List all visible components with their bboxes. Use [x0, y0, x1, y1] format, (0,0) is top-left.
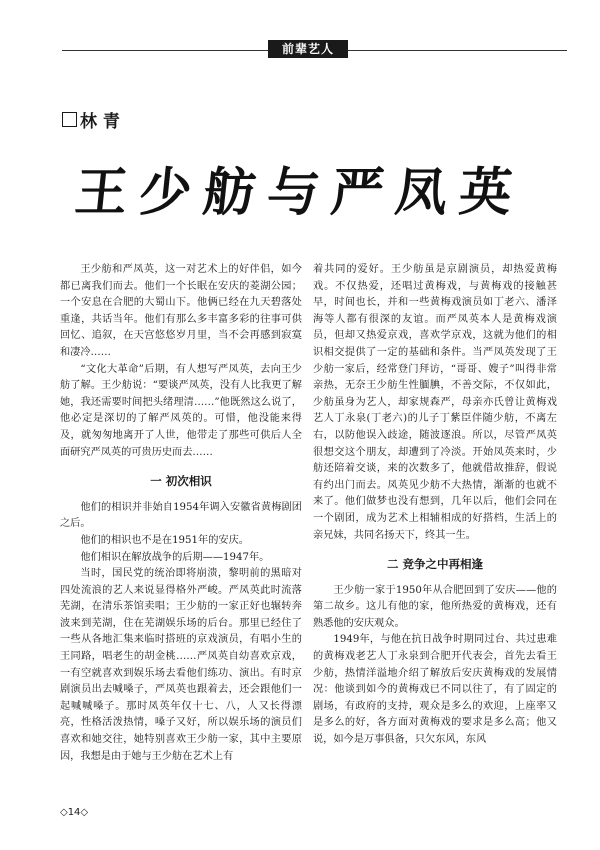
paragraph: 着共同的爱好。王少舫虽是京剧演员，却热爱黄梅戏。不仅热爱，还唱过黄梅戏，与黄梅戏的接触甚早，时间也长，并和一些黄梅戏演员如丁老六、潘泽海等人都有很深的友谊。而严凤英本人是黄梅戏演员，但却又热爱京戏，喜欢学京戏，这就为他们的相识相交提供了一定的基础和条件。当严凤英发现了王少舫一家后，经常登门拜访，“哥哥、嫂子”叫得非常亲热，无奈王少舫生性腼腆，不善交际，不仅如此，少舫虽身为艺人，却家规森严，母亲亦氏曾让黄梅戏艺人丁永泉(丁老六)的儿子丁紫臣伴随少舫，不离左右，以防他误入歧途，随波逐浪。所以，尽管严凤英很想交这个朋友，却遭到了冷淡。开始凤英来时，少舫还陪着交谈，来的次数多了，他就借故推辞，假说有约出门而去。凤英见少舫不大热情，渐渐的也就不来了。他们做梦也没有想到，几年以后，他们会同在一个剧团，成为艺术上相辅相成的好搭档，生活上的亲兄妹，共同名扬天下，终其一生。 — [313, 264, 557, 541]
article-title: 王少舫与严凤英 — [72, 163, 527, 223]
author-name: 林 青 — [80, 112, 120, 132]
section-heading: 一 初次相识 — [150, 474, 212, 489]
paragraph: 王少舫一家于1950年从合肥回到了安庆——他的第二故乡。这儿有他的家，他所热爱的黄梅戏，还有熟悉他的安庆观众。 — [313, 584, 557, 629]
column-tag: 前辈艺人 — [268, 40, 348, 58]
paragraph: 王少舫和严凤英，这一对艺术上的好伴侣，如今都已离我们而去。他们一个长眠在安庆的菱湖公园；一个安息在合肥的大蜀山下。他俩已经在九天碧落处重逢，共话当年。他们有那么多丰富多彩的往事可供回忆、追叙，在天宫悠悠岁月里，当不会再感到寂寞和凄冷…… — [60, 264, 302, 358]
paragraph: 他们相识在解放战争的后期——1947年。 — [80, 551, 270, 563]
left-column — [60, 262, 302, 765]
right-column — [313, 262, 557, 749]
author-byline — [62, 107, 120, 132]
page-number: ◇14◇ — [60, 807, 89, 818]
paragraph: 当时，国民党的统治即将崩溃，黎明前的黑暗对四处流浪的艺人来说显得格外严峻。严凤英此时流落芜湖，在清乐茶馆卖唱；王少舫的一家正好也辗转奔波来到芜湖，住在芜湖娱乐场的后台。那里已经住了一些从各地汇集来临时搭班的京戏演员，有唱小生的王同路，唱老生的胡金桃……严凤英自幼喜欢京戏，一有空就喜欢到娱乐场去看他们练功、演出。有时京剧演员出去喊嗓子，严凤英也跟着去，还会跟他们一起喊喊嗓子。那时凤英年仅十七、八，人又长得漂亮，性格活泼热情，嗓子又好，所以娱乐场的演员们喜欢和她交往，她特别喜欢王少舫一家，其中主要原因，我想是由于她与王少舫在艺术上有 — [60, 568, 302, 762]
section-heading: 二 竞争之中再相逢 — [386, 557, 483, 572]
paragraph: “文化大革命”后期，有人想写严凤英，去向王少舫了解。王少舫说：“要谈严凤英，没有人比我更了解她，我还需要时间把头绪理清……”他既然这么说了，他必定是深切的了解严凤英的。可惜，他没能来得及，就匆匆地离开了人世，他带走了那些可供后人全面研究严凤英的可贵历史而去…… — [60, 363, 302, 458]
paragraph: 他们的相识并非始自1954年调入安徽省黄梅剧团之后。 — [60, 501, 302, 530]
paragraph: 他们的相识也不是在1951年的安庆。 — [80, 534, 249, 546]
square-icon — [62, 112, 77, 127]
paragraph: 1949年，与他在抗日战争时期同过台、共过患难的黄梅戏老艺人丁永泉到合肥开代表会，首先去看王少舫，热情洋溢地介绍了解放后安庆黄梅戏的发展情况：他谈到如今的黄梅戏已不同以往了，有了固定的剧场，有政府的支持，观众是多么的欢迎，上座率又是多么的好，各方面对黄梅戏的要求是多么高；他又说，如今是万事俱备，只欠东风，东风 — [313, 634, 557, 746]
